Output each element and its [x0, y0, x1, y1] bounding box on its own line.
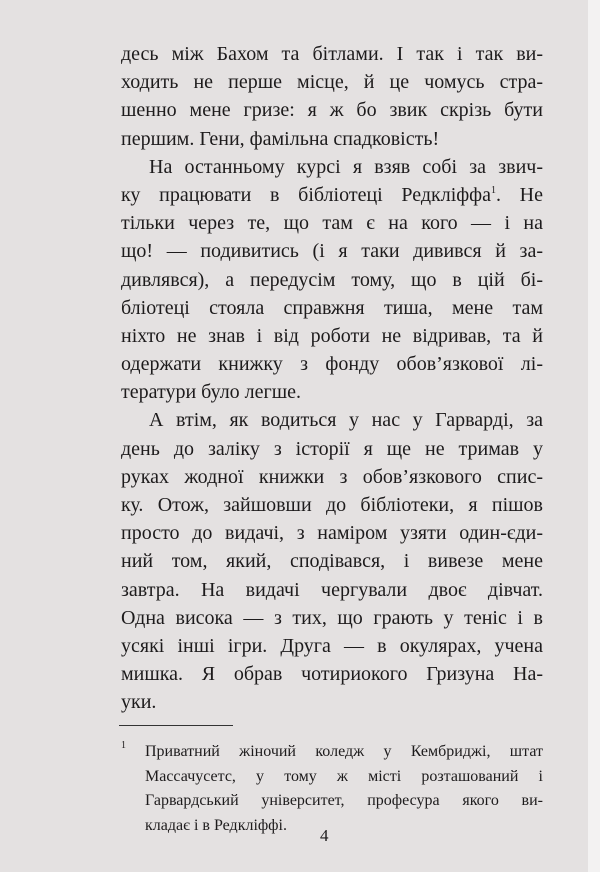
- text-line: дивлявся), а передусім тому, що в цій бі-: [121, 268, 543, 291]
- footnote-line: Массачусетс, у тому ж місті розташований і: [145, 767, 543, 785]
- text-line: На останньому курсі я взяв собі за звич-: [149, 155, 543, 178]
- text-line: тільки через те, що там є на кого — і на: [121, 212, 543, 235]
- text-line: першим. Гени, фамільна спадковість!: [121, 127, 440, 150]
- text-line: тератури було легше.: [121, 381, 302, 404]
- text-line: просто до видачі, з наміром узяти один-єди-: [121, 522, 543, 545]
- text-line-with-footnote-ref: [121, 181, 543, 209]
- text-segment: ку працювати в бібліотеці Редкліффа: [121, 183, 491, 206]
- footnote-line: Гарвардський університет, професура якого ви-: [145, 792, 543, 810]
- text-line: Одна висока — з тих, що грають у теніс і в: [121, 606, 543, 629]
- text-line: ходить не перше місце, й це чомусь стра-: [121, 71, 543, 94]
- footnote-line: Приватний жіночий коледж у Кембриджі, штат: [145, 743, 543, 760]
- text-line: усякі інші ігри. Друга — в окулярах, учена: [121, 634, 543, 657]
- footnote-reference: 1: [490, 184, 496, 196]
- footnote-mark: 1: [121, 740, 126, 751]
- text-line: завтра. На видачі чергували двоє дівчат.: [121, 578, 543, 601]
- text-line: ку. Отож, зайшовши до бібліотеки, я пішов: [121, 494, 543, 516]
- footnote-separator: [119, 725, 233, 726]
- text-line: бліотеці стояла справжня тиша, мене там: [121, 296, 543, 319]
- text-segment: . Не: [495, 183, 543, 206]
- text-line: уки.: [121, 691, 157, 714]
- text-line: ний том, який, сподівався, і вивезе мене: [121, 550, 543, 573]
- footnote-line: кладає і в Редкліффі.: [145, 816, 287, 834]
- text-line: десь між Бахом та бітлами. І так і так ви-: [121, 43, 543, 65]
- text-line: одержати книжку з фонду обов’язкової лі-: [121, 353, 543, 376]
- text-line: мишка. Я обрав чотириокого Гризуна На-: [121, 663, 543, 686]
- body-text: [121, 40, 543, 717]
- footnote: [121, 740, 543, 838]
- text-line: день до заліку з історії я ще не тримав у: [121, 437, 543, 460]
- text-line: шенно мене гризе: я ж бо звик скрізь бути: [121, 99, 543, 122]
- text-line: А втім, як водиться у нас у Гарварді, за: [149, 409, 543, 432]
- page-edge: [588, 0, 600, 872]
- page-number: 4: [320, 826, 329, 845]
- text-line: руках жодної книжки з обов’язкового спис-: [121, 465, 543, 488]
- text-line: що! — подивитись (і я таки дивився й за-: [121, 240, 543, 263]
- text-line: ніхто не знав і від роботи не відривав, та й: [121, 324, 543, 347]
